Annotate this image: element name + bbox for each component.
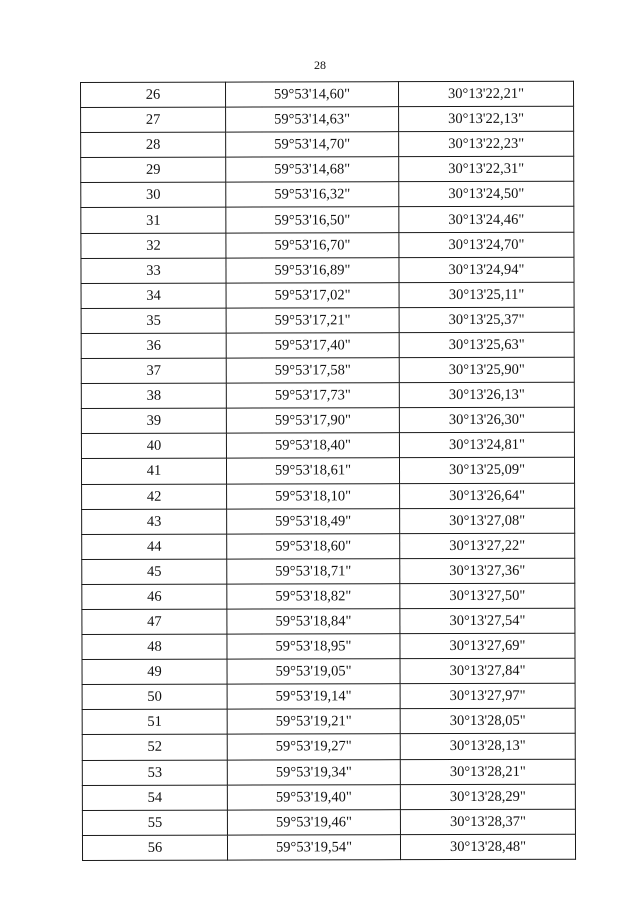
page-number: 28 (314, 58, 326, 72)
longitude-cell: 30°13'25,90" (399, 357, 574, 383)
latitude-cell: 59°53'19,05" (227, 659, 400, 685)
longitude-cell: 30°13'27,50" (400, 583, 575, 609)
longitude-cell: 30°13'24,50" (399, 182, 574, 208)
table-row (82, 558, 575, 584)
table-row (82, 734, 575, 760)
point-number-cell: 56 (82, 835, 227, 860)
table-row (82, 633, 575, 659)
latitude-cell: 59°53'19,46" (227, 809, 400, 835)
table-row (82, 759, 575, 785)
point-number-cell: 43 (82, 509, 227, 534)
longitude-cell: 30°13'22,13" (399, 106, 574, 132)
point-number-cell: 32 (81, 233, 226, 258)
table-row (81, 106, 574, 132)
point-number-cell: 40 (81, 433, 226, 458)
table-row (81, 131, 574, 157)
latitude-cell: 59°53'19,40" (227, 784, 400, 810)
latitude-cell: 59°53'18,82" (227, 584, 400, 610)
point-number-cell: 31 (81, 208, 226, 233)
table-row (81, 282, 574, 308)
latitude-cell: 59°53'17,02" (226, 282, 399, 308)
latitude-cell: 59°53'17,21" (226, 308, 399, 334)
point-number-cell: 52 (82, 735, 227, 760)
table-row (82, 683, 575, 709)
latitude-cell: 59°53'19,14" (227, 684, 400, 710)
longitude-cell: 30°13'28,05" (400, 709, 575, 735)
table-row (81, 207, 574, 233)
longitude-cell: 30°13'25,11" (399, 282, 574, 308)
longitude-cell: 30°13'27,36" (400, 558, 575, 584)
latitude-cell: 59°53'18,71" (227, 558, 400, 584)
table-row (81, 458, 574, 484)
table-row (82, 583, 575, 609)
longitude-cell: 30°13'24,81" (399, 433, 574, 459)
point-number-cell: 51 (82, 709, 227, 734)
table-row (81, 257, 574, 283)
latitude-cell: 59°53'14,68" (226, 157, 399, 183)
table-row (81, 307, 574, 333)
table-row (82, 658, 575, 684)
longitude-cell: 30°13'27,22" (400, 533, 575, 559)
table-row (81, 81, 574, 107)
longitude-cell: 30°13'22,21" (399, 81, 574, 107)
table-row (82, 784, 575, 810)
longitude-cell: 30°13'27,54" (400, 608, 575, 634)
table-row (81, 407, 574, 433)
longitude-cell: 30°13'24,70" (399, 232, 574, 258)
longitude-cell: 30°13'28,13" (400, 734, 575, 760)
table-row (81, 433, 574, 459)
point-number-cell: 42 (82, 484, 227, 509)
longitude-cell: 30°13'28,48" (400, 834, 575, 860)
point-number-cell: 37 (81, 358, 226, 383)
point-number-cell: 49 (82, 659, 227, 684)
point-number-cell: 28 (81, 132, 226, 157)
point-number-cell: 33 (81, 258, 226, 283)
table-row (81, 182, 574, 208)
latitude-cell: 59°53'18,49" (227, 508, 400, 534)
latitude-cell: 59°53'18,84" (227, 609, 400, 635)
latitude-cell: 59°53'18,10" (227, 483, 400, 509)
longitude-cell: 30°13'25,37" (399, 307, 574, 333)
latitude-cell: 59°53'17,58" (226, 358, 399, 384)
latitude-cell: 59°53'18,40" (226, 433, 399, 459)
latitude-cell: 59°53'18,60" (227, 533, 400, 559)
latitude-cell: 59°53'17,90" (226, 408, 399, 434)
point-number-cell: 50 (82, 684, 227, 709)
point-number-cell: 26 (81, 82, 226, 107)
point-number-cell: 53 (82, 760, 227, 785)
point-number-cell: 27 (81, 107, 226, 132)
table-row (81, 232, 574, 258)
latitude-cell: 59°53'17,73" (226, 383, 399, 409)
table-row (82, 834, 575, 860)
latitude-cell: 59°53'19,27" (227, 734, 400, 760)
latitude-cell: 59°53'19,34" (227, 759, 400, 785)
point-number-cell: 48 (82, 634, 227, 659)
table-row (81, 332, 574, 358)
point-number-cell: 55 (82, 810, 227, 835)
latitude-cell: 59°53'17,40" (226, 333, 399, 359)
table-row (82, 483, 575, 509)
point-number-cell: 45 (82, 559, 227, 584)
longitude-cell: 30°13'24,46" (399, 207, 574, 233)
point-number-cell: 38 (81, 383, 226, 408)
longitude-cell: 30°13'25,09" (399, 458, 574, 484)
longitude-cell: 30°13'26,30" (399, 407, 574, 433)
table-row (82, 508, 575, 534)
longitude-cell: 30°13'26,64" (400, 483, 575, 509)
latitude-cell: 59°53'18,61" (226, 458, 399, 484)
longitude-cell: 30°13'27,69" (400, 633, 575, 659)
table-row (81, 357, 574, 383)
latitude-cell: 59°53'19,54" (227, 834, 400, 860)
point-number-cell: 46 (82, 584, 227, 609)
latitude-cell: 59°53'16,89" (226, 257, 399, 283)
point-number-cell: 41 (81, 459, 226, 484)
latitude-cell: 59°53'18,95" (227, 634, 400, 660)
longitude-cell: 30°13'25,63" (399, 332, 574, 358)
table-row (82, 709, 575, 735)
table-row (82, 608, 575, 634)
point-number-cell: 39 (81, 408, 226, 433)
longitude-cell: 30°13'27,84" (400, 658, 575, 684)
latitude-cell: 59°53'16,50" (226, 207, 399, 233)
latitude-cell: 59°53'16,70" (226, 232, 399, 258)
table-row (82, 809, 575, 835)
point-number-cell: 34 (81, 283, 226, 308)
point-number-cell: 30 (81, 182, 226, 207)
coordinates-table (80, 81, 576, 861)
point-number-cell: 44 (82, 534, 227, 559)
longitude-cell: 30°13'24,94" (399, 257, 574, 283)
table-row (81, 156, 574, 182)
point-number-cell: 29 (81, 157, 226, 182)
latitude-cell: 59°53'19,21" (227, 709, 400, 735)
longitude-cell: 30°13'22,23" (399, 131, 574, 157)
longitude-cell: 30°13'28,29" (400, 784, 575, 810)
longitude-cell: 30°13'22,31" (399, 156, 574, 182)
table-row (81, 382, 574, 408)
table-row (82, 533, 575, 559)
longitude-cell: 30°13'26,13" (399, 382, 574, 408)
longitude-cell: 30°13'27,08" (400, 508, 575, 534)
latitude-cell: 59°53'14,60" (226, 82, 399, 108)
longitude-cell: 30°13'27,97" (400, 683, 575, 709)
latitude-cell: 59°53'16,32" (226, 182, 399, 208)
point-number-cell: 36 (81, 333, 226, 358)
coordinates-table-body (81, 81, 576, 860)
latitude-cell: 59°53'14,63" (226, 107, 399, 133)
point-number-cell: 54 (82, 785, 227, 810)
longitude-cell: 30°13'28,37" (400, 809, 575, 835)
point-number-cell: 47 (82, 609, 227, 634)
longitude-cell: 30°13'28,21" (400, 759, 575, 785)
point-number-cell: 35 (81, 308, 226, 333)
latitude-cell: 59°53'14,70" (226, 132, 399, 158)
